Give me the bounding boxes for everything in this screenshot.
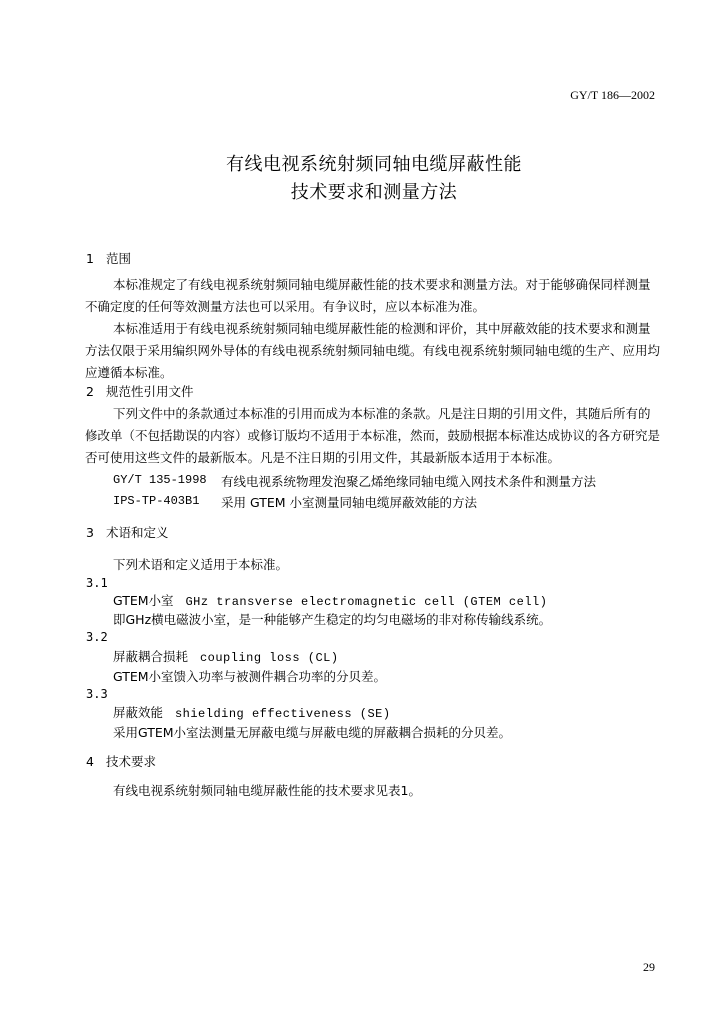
section2-number: 2: [86, 384, 94, 399]
term-number-3-3: 3.3: [86, 687, 108, 701]
term-english: coupling loss (CL): [199, 651, 339, 665]
section2-body: [85, 403, 660, 469]
term-name: 屏蔽耦合损耗: [113, 649, 189, 664]
section1-paragraph2: 本标准适用于有线电视系统射频同轴电缆屏蔽性能的检测和评价，其中屏蔽效能的技术要求和测量方法仅限于采用编织网外导体的有线电视系统射频同轴电缆。有线电视系统射频同轴电缆的生产、应用均应遵循本标准。: [85, 321, 661, 380]
term-definition-3-2: GTEM小室馈入功率与被测件耦合功率的分贝差。: [113, 669, 387, 684]
ref-code-1: GY/T 135-1998: [113, 473, 207, 487]
ref-code-2: IPS-TP-403B1: [113, 494, 200, 508]
section1-heading: [86, 249, 131, 267]
term-name: 屏蔽效能: [113, 705, 164, 720]
ref-title-1: 有线电视系统物理发泡聚乙烯绝缘同轴电缆入网技术条件和测量方法: [221, 474, 597, 489]
page-number: 29: [643, 960, 655, 974]
term-line-3-2: [113, 647, 339, 665]
section4-paragraph1: 有线电视系统射频同轴电缆屏蔽性能的技术要求见表1。: [113, 783, 421, 798]
section2-heading: [86, 382, 194, 400]
term-definition-3-1: 即GHz横电磁波小室，是一种能够产生稳定的均匀电磁场的非对称传输线系统。: [113, 612, 552, 627]
section1-paragraph1: 本标准规定了有线电视系统射频同轴电缆屏蔽性能的技术要求和测量方法。对于能够确保同样测量不确定度的任何等效测量方法也可以采用。有争议时，应以本标准为准。: [85, 277, 651, 314]
section1-title: 范围: [106, 251, 132, 266]
term-english: GHz transverse electromagnetic cell (GTEM cell): [185, 595, 548, 609]
term-english: shielding effectiveness (SE): [174, 707, 391, 721]
section3-title: 术语和定义: [106, 525, 169, 540]
term-line-3-1: [113, 591, 547, 609]
ref-title-2: 采用 GTEM 小室测量同轴电缆屏蔽效能的方法: [221, 495, 478, 510]
standard-code: GY/T 186—2002: [570, 88, 655, 102]
section4-heading: [86, 752, 156, 770]
term-definition-3-3: 采用GTEM小室法测量无屏蔽电缆与屏蔽电缆的屏蔽耦合损耗的分贝差。: [113, 725, 512, 740]
section3-heading: [86, 523, 169, 541]
document-title-line1: 有线电视系统射频同轴电缆屏蔽性能: [226, 154, 522, 175]
section3-number: 3: [86, 525, 94, 540]
section1-body: [85, 274, 660, 384]
term-name: GTEM小室: [113, 593, 174, 608]
section2-paragraph1: 下列文件中的条款通过本标准的引用而成为本标准的条款。凡是注日期的引用文件，其随后所有的修改单（不包括勘误的内容）或修订版均不适用于本标准，然而，鼓励根据本标准达成协议的各方研究是否可使用这些文件的最新版本。凡是不注日期的引用文件，其最新版本适用于本标准。: [85, 406, 661, 465]
term-number-3-2: 3.2: [86, 630, 108, 644]
section1-number: 1: [86, 251, 94, 266]
section3-intro: 下列术语和定义适用于本标准。: [113, 557, 289, 572]
term-line-3-3: [113, 703, 391, 721]
section4-number: 4: [86, 754, 94, 769]
document-title-line2: 技术要求和测量方法: [290, 182, 458, 203]
section4-title: 技术要求: [106, 754, 157, 769]
term-number-3-1: 3.1: [86, 576, 108, 590]
section2-title: 规范性引用文件: [106, 384, 194, 399]
